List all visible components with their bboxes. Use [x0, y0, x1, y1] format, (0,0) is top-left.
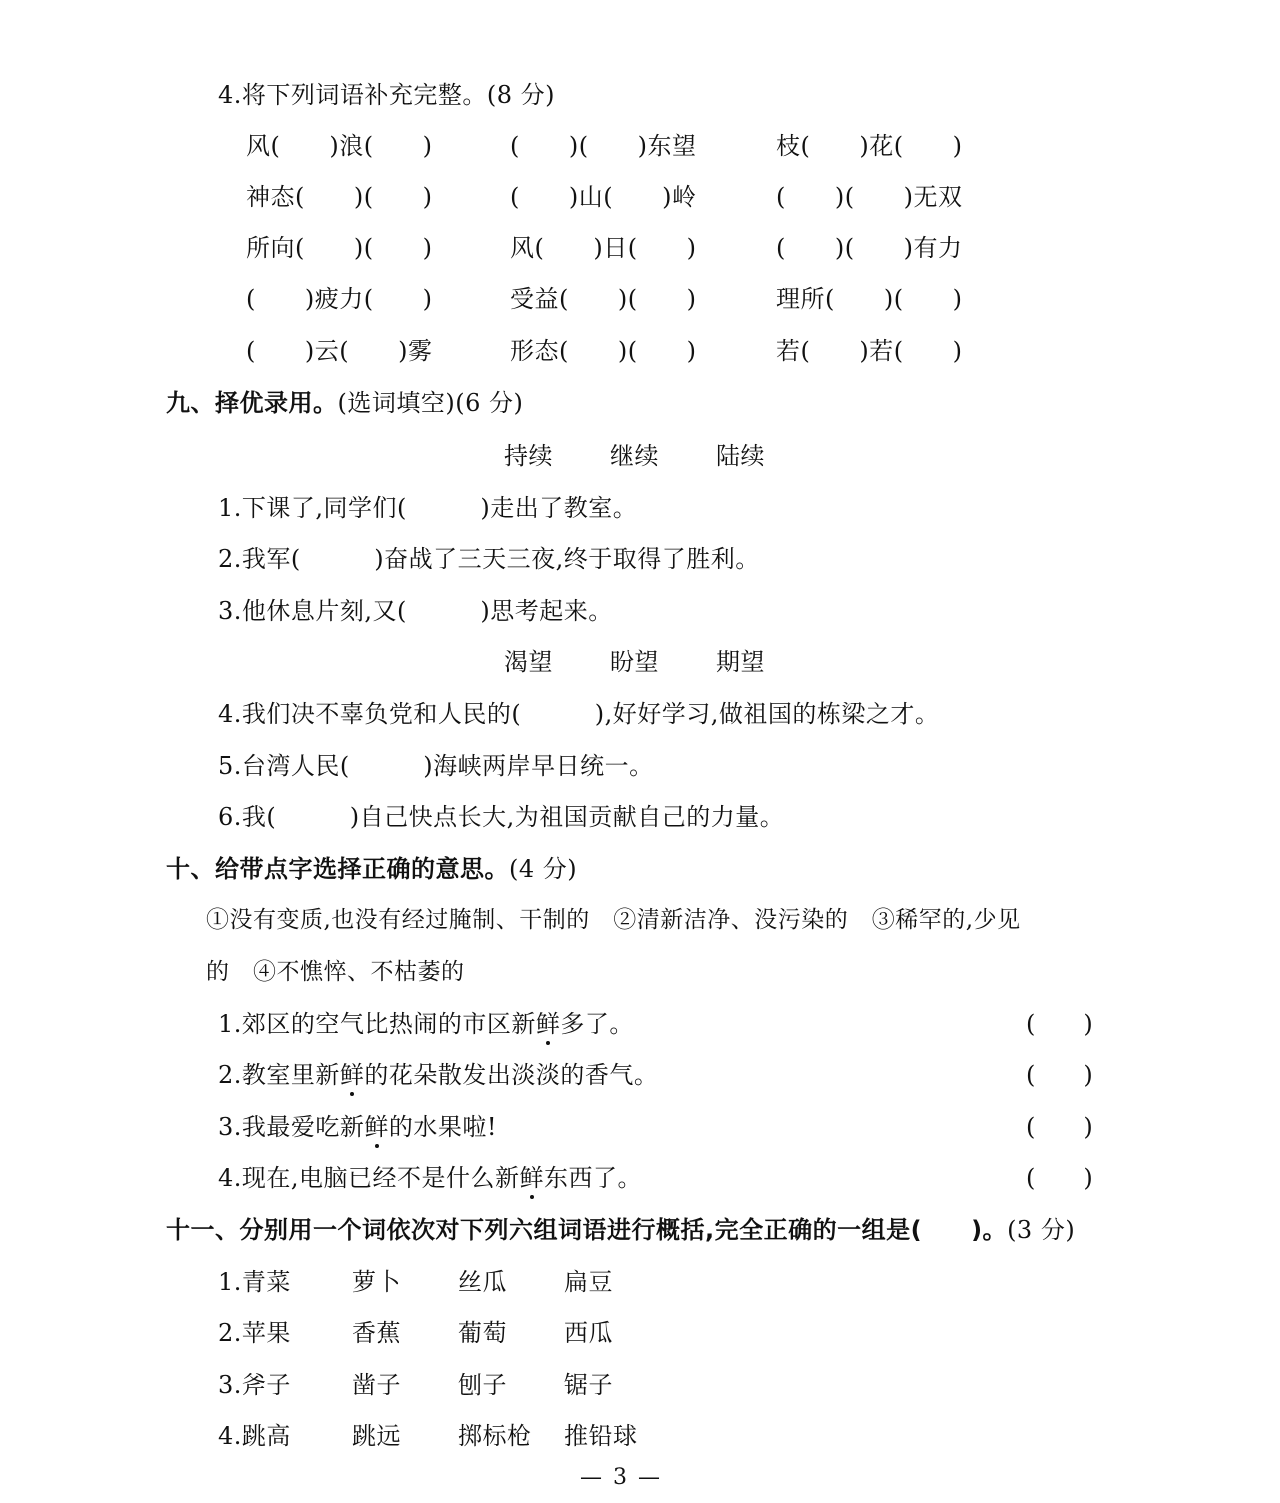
word-bank-word: 持续 — [504, 442, 553, 470]
section-11-heading — [166, 1214, 1075, 1246]
q4-cell: ( )疲力( ) — [246, 285, 433, 313]
group-word: 西瓜 — [564, 1319, 613, 1347]
q4-cell: 若( )若( ) — [776, 337, 963, 365]
group-word: 凿子 — [352, 1371, 401, 1399]
section-9-item: 1.下课了,同学们( )走出了教室。 — [218, 494, 638, 522]
group-word: 萝卜 — [352, 1268, 401, 1296]
q4-cell: ( )( )有力 — [776, 234, 963, 262]
section-9-heading — [166, 387, 523, 419]
group-word: 2.苹果 — [218, 1319, 291, 1347]
q4-cell: 风( )日( ) — [510, 234, 697, 262]
section-9-item: 5.台湾人民( )海峡两岸早日统一。 — [218, 752, 654, 780]
group-word: 香蕉 — [352, 1319, 401, 1347]
group-word: 4.跳高 — [218, 1422, 291, 1450]
section-10-title: 给带点字选择正确的意思。 — [215, 855, 509, 883]
section-9-item: 6.我( )自己快点长大,为祖国贡献自己的力量。 — [218, 803, 785, 831]
section-10-options-cont: 的 ④不憔悴、不枯萎的 — [206, 959, 465, 985]
q4-cell: ( )( )无双 — [776, 183, 963, 211]
section-10-number: 十、 — [166, 855, 215, 883]
item-text: 2.教室里新 — [218, 1061, 340, 1089]
section-10-heading — [166, 853, 577, 885]
q4-title: 4.将下列词语补充完整。(8 分) — [218, 81, 556, 109]
group-word: 扁豆 — [564, 1268, 613, 1296]
q4-cell: ( )( )东望 — [510, 132, 697, 160]
section-10-item — [218, 1008, 634, 1040]
group-word: 葡萄 — [458, 1319, 507, 1347]
section-10-options: ①没有变质,也没有经过腌制、干制的 ②清新洁净、没污染的 ③稀罕的,少见 — [206, 907, 1021, 933]
word-bank-word: 渴望 — [504, 648, 553, 676]
dotted-character: 鲜 — [364, 1113, 389, 1141]
section-9-number: 九、 — [166, 389, 215, 417]
section-9-title: 择优录用。 — [215, 389, 338, 417]
dotted-character: 鲜 — [519, 1164, 545, 1192]
group-word: 推铅球 — [564, 1422, 638, 1450]
dotted-character: 鲜 — [339, 1061, 365, 1089]
item-text: 的花朵散发出淡淡的香气。 — [364, 1061, 659, 1089]
word-bank-word: 继续 — [610, 442, 659, 470]
q4-cell: 风( )浪( ) — [246, 132, 433, 160]
answer-blank[interactable]: ( ) — [1026, 1061, 1093, 1089]
section-9-item: 2.我军( )奋战了三天三夜,终于取得了胜利。 — [218, 545, 760, 573]
q4-cell: 枝( )花( ) — [776, 132, 963, 160]
q4-cell: 形态( )( ) — [510, 337, 697, 365]
q4-cell: 所向( )( ) — [246, 234, 433, 262]
section-9-item: 3.他休息片刻,又( )思考起来。 — [218, 597, 613, 625]
word-bank-word: 期望 — [716, 648, 765, 676]
item-text: 4.现在,电脑已经不是什么新 — [218, 1164, 520, 1192]
q4-cell: 神态( )( ) — [246, 183, 433, 211]
q4-cell: ( )云( )雾 — [246, 337, 433, 365]
section-10-item — [218, 1162, 642, 1194]
section-10-item — [218, 1111, 497, 1143]
section-10-tail: (4 分) — [509, 855, 578, 883]
word-bank-word: 陆续 — [716, 442, 765, 470]
q4-cell: 理所( )( ) — [776, 285, 963, 313]
dotted-character: 鲜 — [535, 1010, 561, 1038]
answer-blank[interactable]: ( ) — [1026, 1010, 1093, 1038]
item-text: 1.郊区的空气比热闹的市区新 — [218, 1010, 536, 1038]
section-11-tail: (3 分) — [1007, 1216, 1076, 1244]
group-word: 丝瓜 — [458, 1268, 507, 1296]
q4-cell: 受益( )( ) — [510, 285, 697, 313]
page-number: — 3 — — [580, 1465, 662, 1490]
section-9-item: 4.我们决不辜负党和人民的( ),好好学习,做祖国的栋梁之才。 — [218, 700, 940, 728]
group-word: 掷标枪 — [458, 1422, 532, 1450]
answer-blank[interactable]: ( ) — [1026, 1113, 1093, 1141]
group-word: 3.斧子 — [218, 1371, 291, 1399]
answer-blank[interactable]: ( ) — [1026, 1164, 1093, 1192]
group-word: 1.青菜 — [218, 1268, 291, 1296]
item-text: 3.我最爱吃新 — [218, 1113, 365, 1141]
section-11-number: 十一、 — [166, 1216, 240, 1244]
item-text: 多了。 — [560, 1010, 634, 1038]
group-word: 跳远 — [352, 1422, 401, 1450]
section-9-tail: (选词填空)(6 分) — [337, 389, 524, 417]
q4-cell: ( )山( )岭 — [510, 183, 697, 211]
section-11-title: 分别用一个词依次对下列六组词语进行概括,完全正确的一组是( )。 — [239, 1216, 1008, 1244]
group-word: 锯子 — [564, 1371, 613, 1399]
section-10-item — [218, 1059, 658, 1091]
item-text: 东西了。 — [544, 1164, 643, 1192]
item-text: 的水果啦! — [388, 1113, 498, 1141]
group-word: 刨子 — [458, 1371, 507, 1399]
word-bank-word: 盼望 — [610, 648, 659, 676]
